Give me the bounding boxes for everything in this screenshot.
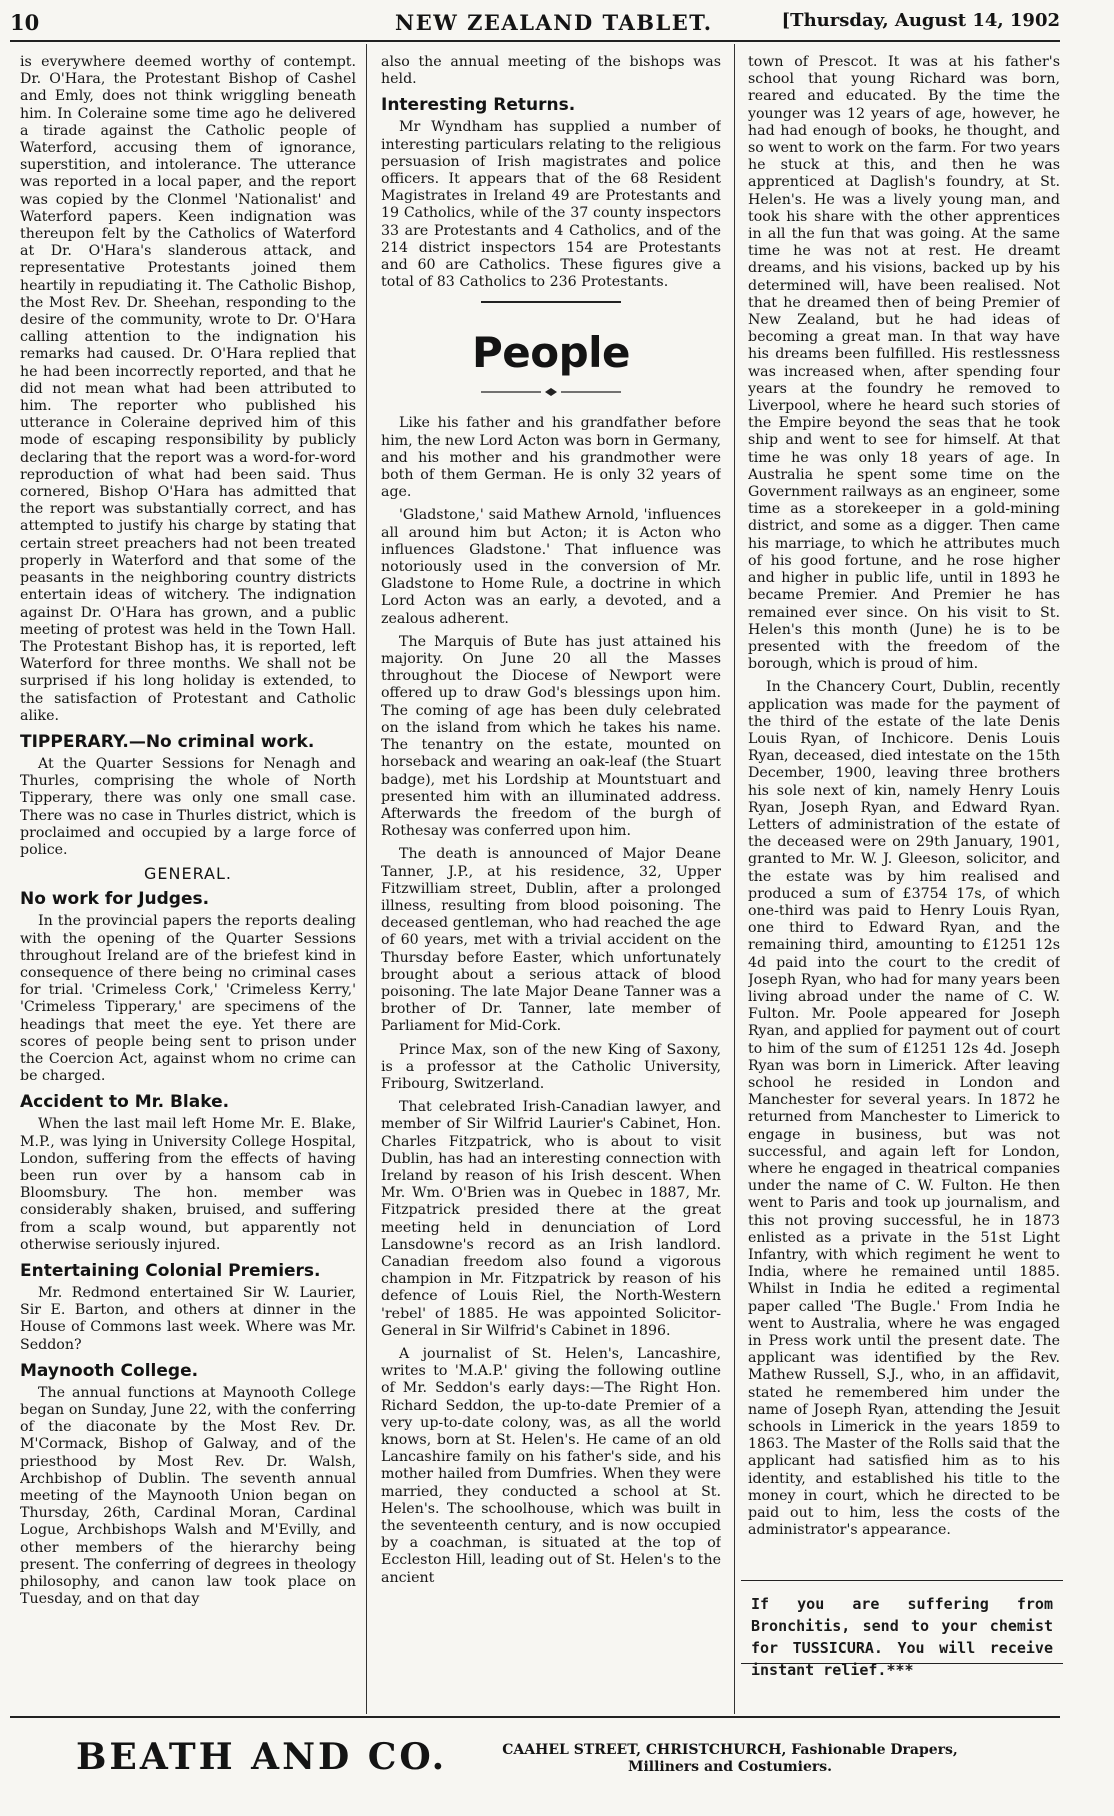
masthead-title: NEW ZEALAND TABLET. [395, 10, 713, 35]
footer-rule [10, 1716, 1060, 1718]
ornament-rule-icon [481, 387, 621, 397]
article-text: At the Quarter Sessions for Nenagh and Thurles, comprising the whole of North Tipperary, there was only one small case. There was no case in Thurles district, which is proclaimed and occupied by a large force of police. [20, 755, 356, 858]
issue-date: [Thursday, August 14, 1902 [781, 10, 1060, 31]
column-2 [381, 54, 721, 1719]
address-line: CAAHEL STREET, CHRISTCHURCH, Fashionable Drapers, [502, 1742, 958, 1758]
article-text: When the last mail left Home Mr. E. Blake, M.P., was lying in University College Hospital, London, suffering from the effects of having been run over by a hansom cab in Bloomsbury. The hon. member was considerably shaken, bruised, and suffering from a scalp wound, but apparently not otherwise seriously injured. [20, 1116, 356, 1253]
page-number: 10 [10, 10, 40, 35]
article-text: The Marquis of Bute has just attained his majority. On June 20 all the Masses throughout the Diocese of Newport were offered up to draw God's blessings upon him. The coming of age has been duly celebrated on the island from which he takes his name. The tenantry on the estate, mounted on horseback and wearing an oak-leaf (the Stuart badge), met his Lordship at Mountstuart and presented him with an illuminated address. Afterwards the freedom of the burgh of Rothesay was conferred upon him. [381, 633, 721, 840]
article-text: Prince Max, son of the new King of Saxony, is a professor at the Catholic University, Fribourg, Switzerland. [381, 1041, 721, 1092]
advertisement-text: If you are suffering from Bronchitis, send to your chemist for TUSSICURA. You will receive instant relief.*** [751, 1595, 1053, 1679]
article-text: Mr Wyndham has supplied a number of interesting particulars relating to the religious persuasion of Irish magistrates and police officers. It appears that of the 68 Resident Magistrates in Ireland 49 are Protestants and 19 Catholics, while of the 37 county inspectors 33 are Protestants and 4 Catholics, and of the 214 district inspectors 154 are Protestants and 60 are Catholics. These figures give a total of 83 Catholics to 236 Protestants. [381, 119, 721, 291]
article-text: The death is announced of Major Deane Tanner, J.P., at his residence, 32, Upper Fitzwilliam street, Dublin, after a prolonged illness, resulting from blood poisoning. The deceased gentleman, who had reached the age of 60 years, met with a trivial accident on the Thursday before Easter, which unfortunately brought about a serious attack of blood poisoning. The late Major Deane Tanner was a brother of Dr. Tanner, late member of Parliament for Mid-Cork. [381, 846, 721, 1035]
article-text: The annual functions at Maynooth College began on Sunday, June 22, with the conferring of the diaconate by the Most Rev. Dr. M'Cormack, Bishop of Galway, and of the priesthood by Most Rev. Dr. Walsh, Archbishop of Dublin. The seventh annual meeting of the Maynooth Union began on Thursday, 26th, Cardinal Moran, Cardinal Logue, Archbishops Walsh and M'Evilly, and other members of the hierarchy being present. The conferring of degrees in theology philosophy, and canon law took place on Tuesday, and on that day [20, 1384, 356, 1608]
article-text: Mr. Redmond entertained Sir W. Laurier, Sir E. Barton, and others at dinner in the House of Commons last week. Where was Mr. Seddon? [20, 1285, 356, 1353]
article-text: Like his father and his grandfather before him, the new Lord Acton was born in Germany, and his mother and his grandmother were both of them German. He is only 32 years of age. [381, 415, 721, 501]
article-text: That celebrated Irish-Canadian lawyer, and member of Sir Wilfrid Laurier's Cabinet, Hon. Charles Fitzpatrick, who is about to visit Dublin, has had an interesting connection with Ireland by reason of his Irish descent. When Mr. Wm. O'Brien was in Quebec in 1887, Mr. Fitzpatrick presided there at the great meeting held in denunciation of Lord Lansdowne's record as an Irish landlord. Canadian freedom also found a vigorous champion in Mr. Fitzpatrick by reason of his defence of Louis Riel, the North-Western 'rebel' of 1885. He was appointed Solicitor-General in Sir Wilfrid's Cabinet in 1896. [381, 1099, 721, 1339]
article-text: 'Gladstone,' said Mathew Arnold, 'influences all around him but Acton; it is Acton who influences Gladstone.' That influence was notoriously used in the conversion of Mr. Gladstone to Home Rule, a doctrine in which Lord Acton was an early, a devoted, and a zealous adherent. [381, 507, 721, 627]
section-rule [481, 301, 621, 303]
advertisement-box [741, 1580, 1063, 1679]
section-heading: Accident to Mr. Blake. [20, 1092, 230, 1113]
article-text: is everywhere deemed worthy of contempt. Dr. O'Hara, the Protestant Bishop of Cashel and Emly, does not think wriggling beneath him. In Coleraine some time ago he delivered a tirade against the Catholic people of Waterford, accusing them of ignorance, superstition, and intolerance. The utterance was reported in a local paper, and the report was copied by the Clonmel 'Nationalist' and Waterford papers. Keen indignation was thereupon felt by the Catholics of Waterford at Dr. O'Hara's slanderous attack, and representative Protestants joined them heartily in repudiating it. The Catholic Bishop, the Most Rev. Dr. Sheehan, responding to the desire of the community, wrote to Dr. O'Hara calling attention to the indignation his remarks had caused. Dr. O'Hara replied that he had been incorrectly reported, and that he did not mean what had been attributed to him. The reporter who published his utterance in Coleraine deprived him of this mode of escaping responsibility by publicly declaring that the report was a word-for-word reproduction of what had been said. Thus cornered, Bishop O'Hara has admitted that the report was substantially correct, and has attempted to justify his charge by stating that certain street preachers had not been treated properly in Waterford and that some of the peasants in the neighboring country districts entertain ideas of witchery. The indignation against Dr. O'Hara has grown, and a public meeting of protest was held in the Town Hall. The Protestant Bishop has, it is reported, left Waterford for three months. We shall not be surprised if his long holiday is extended, to the satisfaction of Protestant and Catholic alike. [20, 54, 356, 724]
section-heading: Entertaining Colonial Premiers. [20, 1261, 321, 1281]
article-text: In the Chancery Court, Dublin, recently application was made for the payment of the third of the estate of the late Denis Louis Ryan, of Inchicore. Denis Louis Ryan, deceased, died intestate on the 15th December, 1900, leaving three brothers his sole next of kin, namely Henry Louis Ryan, Joseph Ryan, and Edward Ryan. Letters of administration of the estate of the deceased were on 29th January, 1901, granted to Mr. W. J. Gleeson, solicitor, and the estate was by him realised and produced a sum of £3754 17s, of which one-third was paid to Henry Louis Ryan, one third to Edward Ryan, and the remaining third, amounting to £1251 12s 4d paid into the court to the credit of Joseph Ryan, who had for many years been living abroad under the name of C. W. Fulton. Mr. Poole appeared for Joseph Ryan, and applied for payment out of court to him of the sum of £1251 12s 4d. Joseph Ryan was born in Limerick. After leaving school he resided in London and Manchester for several years. In 1872 he returned from Manchester to Limerick to engage in business, but was not successful, and again left for London, where he engaged in theatrical companies under the name of C. W. Fulton. He then went to Paris and took up journalism, and this not proving successful, he in 1873 enlisted as a private in the 51st Light Infantry, with which regiment he went to India, where he remained until 1885. Whilst in India he edited a regimental paper called 'The Bugle.' From India he went to Australia, where he was engaged in Press work until the present date. The applicant was identified by the Rev. Mathew Russell, S.J., who, in an affidavit, stated he remembered him under the name of Joseph Ryan, attending the Jesuit schools in Limerick in the years 1859 to 1863. The Master of the Rolls said that the applicant had satisfied him as to his identity, and established his title to the money in court, which he directed to be paid out to him, less the costs of the administrator's appearance. [748, 679, 1060, 1539]
column-divider [734, 44, 735, 1714]
article-text: A journalist of St. Helen's, Lancashire, writes to 'M.A.P.' giving the following outline of Mr. Seddon's early days:—The Right Hon. Richard Seddon, the up-to-date Premier of a very up-to-date colony, was, as all the world knows, born at St. Helen's. He came of an old Lancashire family on his father's side, and his mother hailed from Dumfries. When they were married, they conducted a school at St. Helen's. The schoolhouse, which was built in the seventeenth century, and is now occupied by a coachman, is situated at the top of Eccleston Hill, leading out of St. Helen's to the ancient [381, 1346, 721, 1586]
section-heading: Interesting Returns. [381, 95, 576, 116]
people-heading: People [471, 328, 631, 378]
page-header [10, 10, 1060, 40]
article-text: town of Prescot. It was at his father's school that young Richard was born, reared and educated. By the time the younger was 12 years of age, however, he had had enough of books, he thought, and so went to work on the farm. For two years he stuck at this, and then he was apprenticed at Daglish's foundry, at St. Helen's. He was a lively young man, and took his share with the other apprentices in all the fun that was going. At the same time he was not at rest. He dreamt dreams, and his visions, backed up by his determined will, have been realised. Not that he dreamed then of being Premier of New Zealand, but he had ideas of becoming a great man. In that way have his dreams been fulfilled. His restlessness was increased when, after spending four years at the foundry he removed to Liverpool, where he heard such stories of the Empire beyond the seas that he took ship and went to see for himself. At that time he was only 18 years of age. In Australia he spent some time on the Government railways as an engineer, some time as a storekeeper in a gold-mining district, and some as a digger. Then came his marriage, to which he attributes much of his good fortune, and he rose higher and higher in public life, until in 1893 he became Premier. And Premier he has remained ever since. On his visit to St. Helen's this month (June) he is to be presented with the freedom of the borough, which is proud of him. [748, 54, 1060, 673]
section-heading: No work for Judges. [20, 889, 210, 910]
advertiser-name: BEATH AND CO. [76, 1736, 448, 1778]
section-heading: TIPPERARY.—No criminal work. [20, 731, 315, 752]
article-text: also the annual meeting of the bishops was held. [381, 54, 721, 88]
page-footer [0, 1716, 1114, 1816]
section-heading: Maynooth College. [20, 1360, 199, 1381]
column-divider [366, 44, 367, 1714]
column-3 [748, 54, 1060, 1569]
header-rule [10, 40, 1060, 42]
section-heading: GENERAL. [144, 864, 232, 884]
column-1 [20, 54, 356, 1719]
advertiser-address [500, 1742, 960, 1776]
address-line: Milliners and Costumiers. [627, 1759, 833, 1775]
article-text: In the provincial papers the reports dealing with the opening of the Quarter Sessions throughout Ireland are of the briefest kind in consequence of there being no criminal cases for trial. 'Crimeless Cork,' 'Crimeless Kerry,' 'Crimeless Tipperary,' are specimens of the headings that meet the eye. Yet there are scores of people being sent to prison under the Coercion Act, against whom no crime can be charged. [20, 913, 356, 1085]
